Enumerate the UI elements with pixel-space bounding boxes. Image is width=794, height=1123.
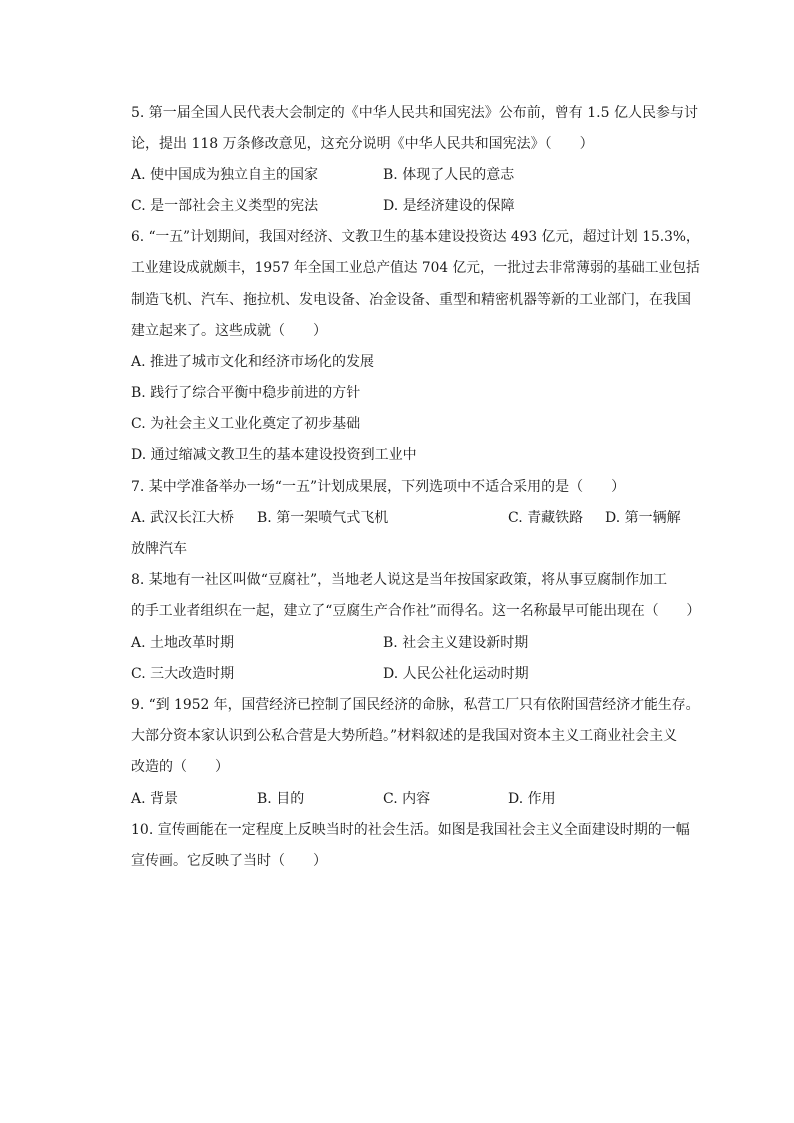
- q9-option-d: D. 作用: [508, 791, 556, 807]
- q7-option-a: A. 武汉长江大桥: [131, 510, 235, 526]
- q7-option-c: C. 青藏铁路: [508, 510, 584, 526]
- q8-option-b: B. 社会主义建设新时期: [383, 635, 529, 651]
- q5-option-a: A. 使中国成为独立自主的国家: [131, 167, 319, 183]
- q8-option-d: D. 人民公社化运动时期: [383, 666, 529, 682]
- q6-option-a: A. 推进了城市文化和经济市场化的发展: [131, 354, 375, 370]
- q8-line-2: 的手工业者组织在一起，建立了“豆腐生产合作社”而得名。这一名称最早可能出现在（ ）: [131, 603, 701, 619]
- q8-option-c: C. 三大改造时期: [131, 666, 235, 682]
- q5-line-2: 论，提出 118 万条修改意见，这充分说明《中华人民共和国宪法》（ ）: [131, 136, 594, 152]
- q7-option-b: B. 第一架喷气式飞机: [257, 510, 389, 526]
- q6-option-d: D. 通过缩减文教卫生的基本建设投资到工业中: [131, 447, 417, 463]
- q6-line-3: 制造飞机、汽车、拖拉机、发电设备、冶金设备、重型和精密机器等新的工业部门，在我国: [131, 292, 691, 308]
- q7-option-d: D. 第一辆解: [605, 510, 681, 526]
- q6-line-4: 建立起来了。这些成就（ ）: [131, 323, 327, 339]
- q9-line-1: 9. “到 1952 年，国营经济已控制了国民经济的命脉，私营工厂只有依附国营经济才能生存。: [131, 697, 700, 713]
- q10-line-2: 宣传画。它反映了当时（ ）: [131, 853, 327, 869]
- q9-option-c: C. 内容: [383, 791, 431, 807]
- q9-line-2: 大部分资本家认识到公私合营是大势所趋。”材料叙述的是我国对资本主义工商业社会主义: [131, 728, 678, 744]
- q7-option-d-wrap: 放牌汽车: [131, 541, 187, 557]
- q7-line-1: 7. 某中学准备举办一场“一五”计划成果展，下列选项中不适合采用的是（ ）: [131, 479, 626, 495]
- q8-option-a: A. 土地改革时期: [131, 635, 235, 651]
- q10-line-1: 10. 宣传画能在一定程度上反映当时的社会生活。如图是我国社会主义全面建设时期的一幅: [131, 822, 690, 838]
- q9-line-3: 改造的（ ）: [131, 759, 229, 775]
- q5-option-d: D. 是经济建设的保障: [383, 198, 515, 214]
- q8-line-1: 8. 某地有一社区叫做“豆腐社”，当地老人说这是当年按国家政策，将从事豆腐制作加工: [131, 572, 668, 588]
- q9-option-a: A. 背景: [131, 791, 179, 807]
- q5-option-c: C. 是一部社会主义类型的宪法: [131, 198, 319, 214]
- q9-option-b: B. 目的: [257, 791, 305, 807]
- q6-option-c: C. 为社会主义工业化奠定了初步基础: [131, 416, 361, 432]
- q6-line-1: 6. “一五”计划期间，我国对经济、文教卫生的基本建设投资达 493 亿元，超过计划 15.3%，: [131, 229, 700, 245]
- q6-line-2: 工业建设成就颇丰，1957 年全国工业总产值达 704 亿元，一批过去非常薄弱的基础工业包括: [131, 260, 700, 276]
- q5-line-1: 5. 第一届全国人民代表大会制定的《中华人民共和国宪法》公布前，曾有 1.5 亿人民参与讨: [131, 105, 698, 121]
- q5-option-b: B. 体现了人民的意志: [383, 167, 515, 183]
- q6-option-b: B. 践行了综合平衡中稳步前进的方针: [131, 385, 361, 401]
